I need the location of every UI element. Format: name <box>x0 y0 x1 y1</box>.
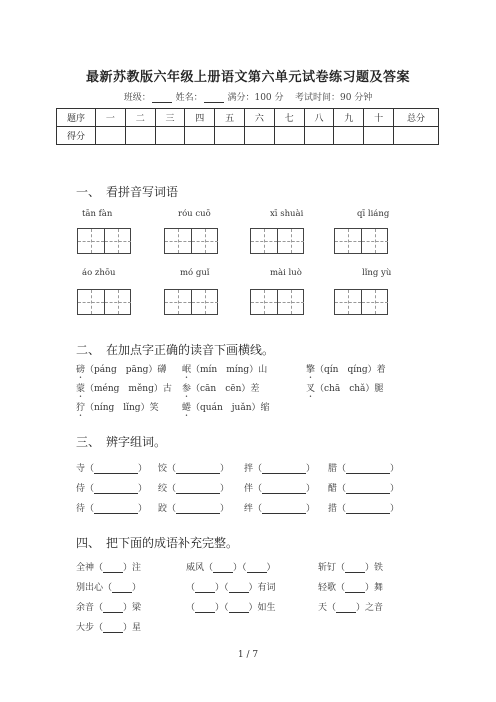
reading-options[interactable]: （níng lǐng）笑 <box>85 403 159 413</box>
dotted-char: 叉 <box>306 384 316 394</box>
writing-box[interactable] <box>164 228 218 254</box>
page-title: 最新苏教版六年级上册语文第六单元试卷练习题及答案 <box>85 70 410 85</box>
answer-blank[interactable] <box>346 504 390 514</box>
score-cell[interactable] <box>96 127 126 145</box>
dotted-char: 岷 <box>182 365 192 375</box>
score-cell[interactable] <box>155 127 185 145</box>
idiom-part: 威风（ <box>186 563 214 573</box>
score-header-cell: 三 <box>155 109 185 127</box>
answer-blank[interactable] <box>229 583 249 593</box>
idiom-part: ） <box>132 583 142 593</box>
word-char: 寺 <box>76 464 86 474</box>
answer-blank[interactable] <box>176 504 220 514</box>
score-row-label: 得分 <box>57 127 96 145</box>
answer-blank[interactable] <box>103 623 123 633</box>
dotted-char: 擎 <box>306 365 316 375</box>
answer-blank[interactable] <box>345 563 365 573</box>
word-item: 饺（ ） <box>158 464 230 474</box>
score-header-cell: 五 <box>215 109 245 127</box>
word-item: 伴（ ） <box>244 484 316 494</box>
answer-blank[interactable] <box>103 603 123 613</box>
idiom-part: ） <box>266 563 276 573</box>
reading-options[interactable]: （chā chǎ）腿 <box>315 384 384 394</box>
answer-blank[interactable] <box>94 464 138 474</box>
reading-item <box>306 381 383 400</box>
idiom-part: （ <box>186 583 196 593</box>
word-item: 绞（ ） <box>158 484 230 494</box>
pinyin-label: róu cuō <box>178 209 211 219</box>
word-char: 伴 <box>244 484 254 494</box>
word-char: 跤 <box>158 504 168 514</box>
class-blank[interactable] <box>152 94 172 103</box>
reading-item <box>76 400 159 419</box>
word-char: 饺 <box>158 464 168 474</box>
section2-heading: 二、 在加点字正确的读音下画横线。 <box>76 343 275 357</box>
word-char: 绊 <box>244 504 254 514</box>
pinyin-label: lǐng yù <box>362 268 392 278</box>
reading-item <box>306 362 386 381</box>
score-header-cell: 十 <box>364 109 394 127</box>
section3-heading: 三、 辨字组词。 <box>76 435 167 449</box>
score-cell[interactable] <box>125 127 155 145</box>
idiom-item <box>76 560 141 573</box>
name-label: 姓名： <box>175 93 203 103</box>
dotted-char: 蜷 <box>182 403 192 413</box>
writing-box[interactable] <box>250 228 304 254</box>
answer-blank[interactable] <box>336 603 356 613</box>
answer-blank[interactable] <box>213 563 233 573</box>
score-cell[interactable] <box>364 127 394 145</box>
exam-info <box>0 90 496 103</box>
word-char: 措 <box>328 504 338 514</box>
section1-heading: 一、 看拼音写词语 <box>76 185 179 199</box>
answer-blank[interactable] <box>176 484 220 494</box>
answer-blank[interactable] <box>229 603 249 613</box>
idiom-part: ）星 <box>123 623 142 633</box>
idiom-item <box>186 580 276 593</box>
dotted-char: 狞 <box>76 403 86 413</box>
idiom-part: ）梁 <box>123 603 142 613</box>
answer-blank[interactable] <box>195 583 215 593</box>
dotted-char: 参 <box>182 384 192 394</box>
idiom-item <box>76 580 141 593</box>
reading-options[interactable]: （mín míng）山 <box>191 365 268 375</box>
pinyin-label: áo zhōu <box>82 268 116 278</box>
word-char: 待 <box>76 504 86 514</box>
idiom-part: ）铁 <box>365 563 384 573</box>
score-cell[interactable] <box>185 127 215 145</box>
reading-item <box>182 362 267 381</box>
score-cell[interactable] <box>394 127 439 145</box>
answer-blank[interactable] <box>262 484 306 494</box>
idiom-part: ）注 <box>123 563 142 573</box>
idiom-item <box>186 600 276 613</box>
answer-blank[interactable] <box>94 504 138 514</box>
idiom-part: ）如生 <box>248 603 276 613</box>
score-cell[interactable] <box>274 127 304 145</box>
idiom-item <box>76 620 141 633</box>
reading-item <box>182 400 270 419</box>
score-cell[interactable] <box>304 127 334 145</box>
page-number: 1 / 7 <box>237 650 259 660</box>
word-item: 绊（ ） <box>244 504 316 514</box>
idiom-part: 天（ <box>318 603 337 613</box>
answer-blank[interactable] <box>262 504 306 514</box>
writing-box[interactable] <box>250 289 304 315</box>
idiom-item <box>186 560 276 573</box>
word-char: 腊 <box>328 464 338 474</box>
word-item: 寺（ ） <box>76 464 148 474</box>
dotted-char: 磅 <box>76 365 86 375</box>
class-label: 班级： <box>123 93 151 103</box>
reading-item <box>76 362 166 381</box>
score-table <box>56 108 439 145</box>
score-value-row <box>57 127 439 145</box>
reading-options[interactable]: （páng pāng）礴 <box>85 365 167 375</box>
word-item: 待（ ） <box>76 504 148 514</box>
pinyin-label: xī shuài <box>270 209 304 219</box>
idiom-part: （ <box>186 603 196 613</box>
exam-time: 考试时间：90 分钟 <box>294 93 373 103</box>
word-item: 措（ ） <box>328 504 400 514</box>
score-header-cell: 九 <box>334 109 364 127</box>
pinyin-label: tān fàn <box>82 209 113 219</box>
section4-heading: 四、 把下面的成语补充完整。 <box>76 536 239 550</box>
idiom-part: 大步（ <box>76 623 104 633</box>
reading-options[interactable]: （quán juǎn）缩 <box>191 403 270 413</box>
reading-options[interactable]: （méng měng）古 <box>85 384 172 394</box>
score-header-row <box>57 109 439 127</box>
answer-blank[interactable] <box>176 464 220 474</box>
answer-blank[interactable] <box>112 583 132 593</box>
idiom-part: ）（ <box>215 583 229 593</box>
idiom-part: 斩钉（ <box>318 563 346 573</box>
answer-blank[interactable] <box>247 563 267 573</box>
answer-blank[interactable] <box>94 484 138 494</box>
score-header-cell: 二 <box>125 109 155 127</box>
reading-options[interactable]: （cān cēn）差 <box>191 384 260 394</box>
word-char: 侍 <box>76 484 86 494</box>
idiom-item <box>318 600 383 613</box>
idiom-item <box>318 580 383 593</box>
writing-box[interactable] <box>77 289 131 315</box>
word-item: 腊（ ） <box>328 464 400 474</box>
score-cell[interactable] <box>244 127 274 145</box>
idiom-part: ）（ <box>233 563 247 573</box>
writing-box[interactable] <box>334 228 388 254</box>
word-item: 跤（ ） <box>158 504 230 514</box>
reading-options[interactable]: （qín qíng）着 <box>315 365 386 375</box>
answer-blank[interactable] <box>346 484 390 494</box>
score-header-cell: 六 <box>244 109 274 127</box>
writing-box[interactable] <box>164 289 218 315</box>
score-header-cell: 总分 <box>394 109 439 127</box>
score-header-cell: 四 <box>185 109 215 127</box>
pinyin-label: mài luò <box>270 268 302 278</box>
answer-blank[interactable] <box>103 563 123 573</box>
name-blank[interactable] <box>204 94 224 103</box>
score-header-cell: 八 <box>304 109 334 127</box>
answer-blank[interactable] <box>346 464 390 474</box>
idiom-part: ）之音 <box>356 603 384 613</box>
word-char: 拌 <box>244 464 254 474</box>
idiom-part: ）（ <box>215 603 229 613</box>
score-header-cell: 七 <box>274 109 304 127</box>
full-score: 满分：100 分 <box>227 93 284 103</box>
score-header-cell: 题序 <box>57 109 96 127</box>
score-cell[interactable] <box>215 127 245 145</box>
idiom-part: 余音（ <box>76 603 104 613</box>
word-item: 醋（ ） <box>328 484 400 494</box>
word-char: 醋 <box>328 484 338 494</box>
word-char: 绞 <box>158 484 168 494</box>
answer-blank[interactable] <box>345 583 365 593</box>
writing-box[interactable] <box>77 228 131 254</box>
word-item: 拌（ ） <box>244 464 316 474</box>
reading-item <box>76 381 172 400</box>
pinyin-label: mó guǐ <box>180 268 210 278</box>
reading-item <box>182 381 259 400</box>
idiom-item <box>318 560 383 573</box>
idiom-item <box>76 600 141 613</box>
score-cell[interactable] <box>334 127 364 145</box>
idiom-part: 别出心（ <box>76 583 113 593</box>
idiom-part: 全神（ <box>76 563 104 573</box>
word-item: 侍（ ） <box>76 484 148 494</box>
idiom-part: ）舞 <box>365 583 384 593</box>
dotted-char: 蒙 <box>76 384 86 394</box>
idiom-part: ）有词 <box>248 583 276 593</box>
score-header-cell: 一 <box>96 109 126 127</box>
writing-box[interactable] <box>334 289 388 315</box>
idiom-part: 轻歌（ <box>318 583 346 593</box>
pinyin-label: qī liáng <box>357 209 390 219</box>
answer-blank[interactable] <box>195 603 215 613</box>
answer-blank[interactable] <box>262 464 306 474</box>
